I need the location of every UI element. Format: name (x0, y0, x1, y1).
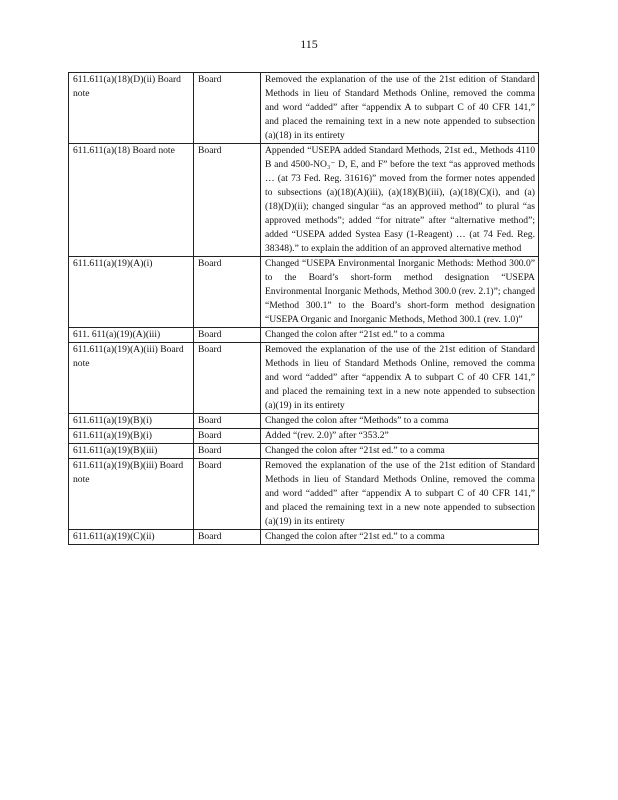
agency-cell: Board (194, 459, 261, 530)
agency-cell: Board (194, 144, 261, 257)
change-cell: Removed the explanation of the use of the 21st edition of Standard Methods in lieu of Standard Methods Online, removed the comma and word “added” after “appendix A to subpart C of 40 CFR 141,” and placed the remaining text in a new note appended to subsection (a)(18) in its entirety (261, 73, 539, 144)
table-row (69, 144, 539, 257)
table-row (69, 444, 539, 459)
agency-cell: Board (194, 257, 261, 328)
agency-cell: Board (194, 343, 261, 414)
section-cell: 611.611(a)(19)(B)(iii) (69, 444, 194, 459)
table-row (69, 343, 539, 414)
agency-cell: Board (194, 414, 261, 429)
table-row (69, 429, 539, 444)
change-cell: Changed the colon after “Methods” to a comma (261, 414, 539, 429)
agency-cell: Board (194, 530, 261, 545)
change-cell: Changed the colon after “21st ed.” to a comma (261, 530, 539, 545)
section-cell: 611.611(a)(19)(B)(iii) Board note (69, 459, 194, 530)
table-row (69, 530, 539, 545)
section-cell: 611.611(a)(19)(B)(i) (69, 429, 194, 444)
amendments-table (68, 72, 539, 545)
section-cell: 611. 611(a)(19)(A)(iii) (69, 328, 194, 343)
agency-cell: Board (194, 429, 261, 444)
section-cell: 611.611(a)(18)(D)(ii) Board note (69, 73, 194, 144)
table-row (69, 73, 539, 144)
change-cell: Changed “USEPA Environmental Inorganic Methods: Method 300.0” to the Board’s short-form method designation “USEPA Environmental Inorganic Methods, Method 300.0 (rev. 2.1)”; changed “Method 300.1” to the Board’s short-form method designation “USEPA Organic and Inorganic Methods, Method 300.1 (rev. 1.0)” (261, 257, 539, 328)
agency-cell: Board (194, 328, 261, 343)
change-cell: Changed the colon after “21st ed.” to a comma (261, 328, 539, 343)
section-cell: 611.611(a)(18) Board note (69, 144, 194, 257)
section-cell: 611.611(a)(19)(A)(iii) Board note (69, 343, 194, 414)
change-cell: Removed the explanation of the use of the 21st edition of Standard Methods in lieu of Standard Methods Online, removed the comma and word “added” after “appendix A to subpart C of 40 CFR 141,” and placed the remaining text in a new note appended to subsection (a)(19) in its entirety (261, 343, 539, 414)
page-number: 115 (300, 37, 318, 51)
table-row (69, 328, 539, 343)
agency-cell: Board (194, 444, 261, 459)
section-cell: 611.611(a)(19)(B)(i) (69, 414, 194, 429)
change-cell: Removed the explanation of the use of the 21st edition of Standard Methods in lieu of Standard Methods Online, removed the comma and word “added” after “appendix A to subpart C of 40 CFR 141,” and placed the remaining text in a new note appended to subsection (a)(19) in its entirety (261, 459, 539, 530)
change-cell: Added “(rev. 2.0)” after “353.2” (261, 429, 539, 444)
table-row (69, 257, 539, 328)
agency-cell: Board (194, 73, 261, 144)
table-row (69, 459, 539, 530)
section-cell: 611.611(a)(19)(A)(i) (69, 257, 194, 328)
section-cell: 611.611(a)(19)(C)(ii) (69, 530, 194, 545)
change-cell: Changed the colon after “21st ed.” to a comma (261, 444, 539, 459)
table-row (69, 414, 539, 429)
change-cell: Appended “USEPA added Standard Methods, 21st ed., Methods 4110 B and 4500-NO₃⁻ D, E, and F” before the text “as approved methods … (at 73 Fed. Reg. 31616)” moved from the former notes appended to subsections (a)(18)(A)(iii), (a)(18)(B)(iii), (a)(18)(C)(i), and (a)(18)(D)(ii); changed singular “as an approved method” to plural “as approved methods”; added “for nitrate” after “alternative method”; added “USEPA added Systea Easy (1-Reagent) … (at 74 Fed. Reg. 38348).” to explain the addition of an approved alternative method (261, 144, 539, 257)
